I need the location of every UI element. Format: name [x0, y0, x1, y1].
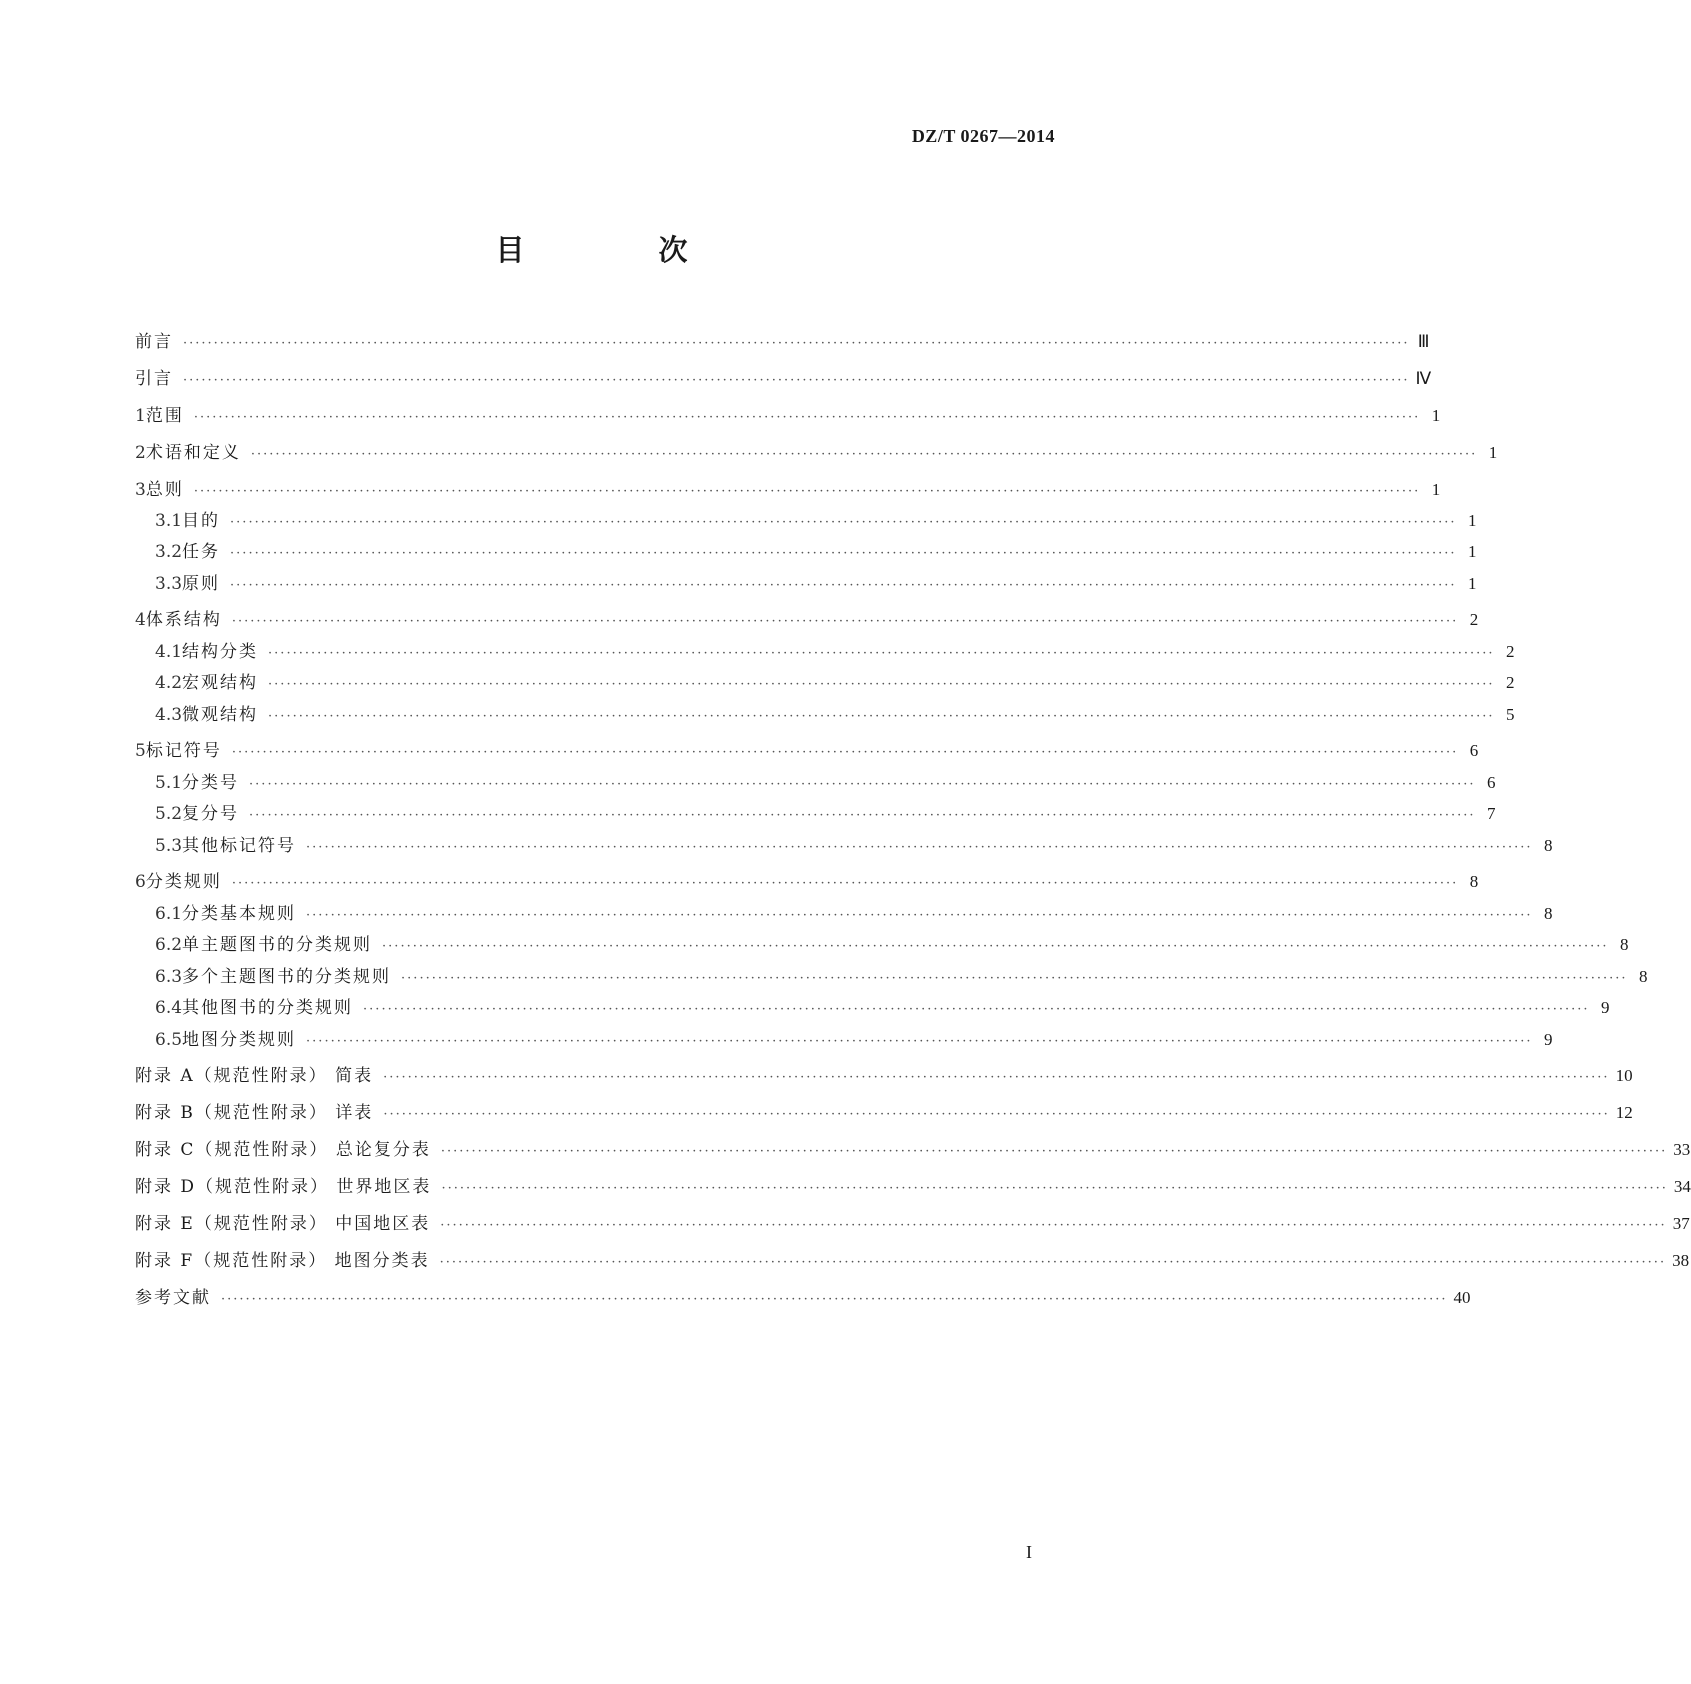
toc-leader: ········································································································································································································ — [268, 646, 1495, 661]
toc-entry-page: 10 — [1615, 1066, 1633, 1085]
toc-entry-number: 4.2 — [155, 673, 183, 693]
toc-leader: ········································································································································································································ — [306, 1034, 1533, 1049]
toc-entry-page: 1 — [1468, 511, 1477, 530]
toc-entry-appendix-a[interactable] — [135, 1064, 1633, 1088]
toc-entry-label: 分类规则 — [145, 872, 222, 892]
toc-entry-label: 附录 D（规范性附录） 世界地区表 — [135, 1177, 432, 1197]
toc-leader: ········································································································································································································ — [183, 336, 1410, 351]
toc-entry-label: 结构分类 — [182, 642, 259, 662]
toc-leader: ········································································································································································································ — [183, 373, 1410, 388]
toc-entry-appendix-e[interactable] — [135, 1212, 1690, 1236]
toc-entry-label: 体系结构 — [145, 610, 222, 630]
toc-entry-number: 4.3 — [155, 705, 183, 725]
toc-entry-page: 1 — [1468, 542, 1477, 561]
toc-entry-section-2[interactable] — [135, 441, 1498, 465]
toc-entry-number: 6.3 — [155, 967, 183, 987]
toc-leader: ········································································································································································································ — [249, 777, 1476, 792]
toc-entry-number: 6 — [135, 872, 146, 892]
toc-entry-number: 3.3 — [155, 574, 183, 594]
toc-entry-label: 标记符号 — [145, 741, 222, 761]
toc-entry-page: 5 — [1506, 705, 1515, 724]
toc-entry-section-4-1[interactable] — [155, 640, 1515, 664]
toc-entry-label: 范围 — [145, 406, 184, 426]
toc-entry-number: 3.1 — [155, 511, 183, 531]
standard-code: DZ/T 0267—2014 — [911, 126, 1055, 146]
toc-entry-label: 附录 F（规范性附录） 地图分类表 — [135, 1251, 430, 1271]
toc-entry-label: 其他图书的分类规则 — [182, 998, 354, 1018]
toc-leader: ········································································································································································································ — [383, 1070, 1610, 1085]
toc-entry-number: 5 — [135, 741, 146, 761]
toc-entry-label: 附录 C（规范性附录） 总论复分表 — [135, 1140, 431, 1160]
toc-entry-page: 1 — [1431, 480, 1441, 499]
toc-entry-page: 8 — [1544, 836, 1553, 855]
toc-entry-number: 5.1 — [155, 773, 183, 793]
toc-entry-label: 原则 — [182, 574, 221, 594]
toc-entry-number: 3.2 — [155, 542, 183, 562]
toc-entry-page: Ⅲ — [1417, 332, 1430, 351]
toc-entry-section-5-2[interactable] — [155, 802, 1496, 826]
toc-entry-label: 前言 — [135, 332, 173, 352]
toc-entry-label: 微观结构 — [182, 705, 259, 725]
toc-entry-page: 34 — [1673, 1177, 1691, 1196]
toc-entry-section-5-1[interactable] — [155, 771, 1496, 795]
toc-entry-section-6-5[interactable] — [155, 1028, 1553, 1052]
toc-entry-number: 4.1 — [155, 642, 183, 662]
toc-entry-label: 引言 — [135, 369, 173, 389]
toc-entry-label: 参考文献 — [135, 1288, 211, 1308]
toc-entry-appendix-f[interactable] — [135, 1249, 1690, 1273]
toc-entry-page: 1 — [1431, 406, 1441, 425]
toc-entry-page: 8 — [1639, 967, 1648, 986]
toc-entry-section-4-3[interactable] — [155, 703, 1515, 727]
toc-entry-section-3-1[interactable] — [155, 509, 1477, 533]
toc-leader: ········································································································································································································ — [231, 745, 1459, 760]
toc-entry-label: 地图分类规则 — [182, 1030, 297, 1050]
toc-entry-appendix-b[interactable] — [135, 1101, 1633, 1125]
toc-entry-label: 目的 — [182, 511, 221, 531]
toc-entry-section-6-1[interactable] — [155, 902, 1553, 926]
toc-entry-number: 6.5 — [155, 1030, 183, 1050]
toc-entry-section-6-3[interactable] — [155, 965, 1648, 989]
toc-entry-section-3-3[interactable] — [155, 572, 1477, 596]
toc-entry-appendix-d[interactable] — [135, 1175, 1691, 1199]
toc-entry-label: 分类基本规则 — [182, 904, 297, 924]
toc-leader: ········································································································································································································ — [306, 840, 1533, 855]
toc-leader: ········································································································································································································ — [382, 939, 1609, 954]
toc-entry-page: 40 — [1453, 1288, 1471, 1307]
toc-entry-section-5[interactable] — [135, 739, 1479, 763]
toc-entry-section-4-2[interactable] — [155, 671, 1515, 695]
toc-leader: ········································································································································································································ — [193, 484, 1421, 499]
toc-entry-label: 分类号 — [182, 773, 240, 793]
toc-leader: ········································································································································································································ — [440, 1218, 1667, 1233]
toc-entry-page: 8 — [1620, 935, 1629, 954]
toc-entry-page: 12 — [1615, 1103, 1633, 1122]
toc-entry-section-6-4[interactable] — [155, 996, 1610, 1020]
toc-entry-number: 6.1 — [155, 904, 183, 924]
toc-leader: ········································································································································································································ — [193, 410, 1421, 425]
toc-entry-number: 3 — [135, 480, 146, 500]
toc-entry-label: 附录 E（规范性附录） 中国地区表 — [135, 1214, 431, 1234]
toc-entry-label: 其他标记符号 — [182, 836, 297, 856]
toc-leader: ········································································································································································································ — [249, 808, 1476, 823]
toc-entry-number: 6.2 — [155, 935, 183, 955]
toc-entry-page: 6 — [1469, 741, 1479, 760]
toc-entry-section-4[interactable] — [135, 608, 1479, 632]
toc-leader: ········································································································································································································ — [221, 1292, 1448, 1307]
toc-entry-page: 33 — [1673, 1140, 1691, 1159]
toc-leader: ········································································································································································································ — [439, 1255, 1667, 1270]
toc-entry-section-6[interactable] — [135, 870, 1479, 894]
toc-entry-label: 术语和定义 — [145, 443, 241, 463]
toc-entry-section-3-2[interactable] — [155, 540, 1477, 564]
toc-entry-label: 宏观结构 — [182, 673, 259, 693]
toc-entry-label: 任务 — [182, 542, 221, 562]
toc-entry-page: 9 — [1601, 998, 1610, 1017]
toc-entry-section-5-3[interactable] — [155, 834, 1553, 858]
toc-entry-page: 37 — [1672, 1214, 1690, 1233]
toc-entry-number: 1 — [135, 406, 146, 426]
toc-entry-page: 8 — [1469, 872, 1479, 891]
toc-entry-label: 复分号 — [182, 804, 240, 824]
toc-entry-label: 附录 B（规范性附录） 详表 — [135, 1103, 374, 1123]
page-title: 目 次 — [495, 233, 750, 267]
toc-leader: ········································································································································································································ — [230, 578, 1457, 593]
toc-entry-section-1[interactable] — [135, 404, 1441, 428]
toc-leader: ········································································································································································································ — [230, 515, 1457, 530]
toc-leader: ········································································································································································································ — [363, 1002, 1590, 1017]
toc-entry-appendix-c[interactable] — [135, 1138, 1691, 1162]
toc-entry-page: 1 — [1488, 443, 1498, 462]
toc-entry-page: 38 — [1672, 1251, 1690, 1270]
toc-leader: ········································································································································································································ — [250, 447, 1478, 462]
toc-leader: ········································································································································································································ — [231, 876, 1459, 891]
toc-entry-number: 4 — [135, 610, 146, 630]
toc-leader: ········································································································································································································ — [231, 614, 1459, 629]
toc-entry-label: 多个主题图书的分类规则 — [182, 967, 392, 987]
toc-leader: ········································································································································································································ — [230, 546, 1457, 561]
toc-leader: ········································································································································································································ — [268, 709, 1495, 724]
toc-leader: ········································································································································································································ — [268, 677, 1495, 692]
toc-entry-page: 2 — [1506, 642, 1515, 661]
toc-leader: ········································································································································································································ — [441, 1181, 1668, 1196]
toc-entry-page: 9 — [1544, 1030, 1553, 1049]
toc-entry-label: 单主题图书的分类规则 — [182, 935, 373, 955]
toc-entry-foreword[interactable] — [135, 330, 1430, 354]
toc-entry-page: 2 — [1506, 673, 1515, 692]
toc-entry-number: 5.3 — [155, 836, 183, 856]
toc-entry-introduction[interactable] — [135, 367, 1432, 391]
toc-entry-label: 总则 — [145, 480, 184, 500]
toc-entry-page: 1 — [1468, 574, 1477, 593]
toc-entry-number: 6.4 — [155, 998, 183, 1018]
toc-entry-section-3[interactable] — [135, 478, 1441, 502]
page-number: I — [1026, 1542, 1032, 1562]
toc-entry-label: 附录 A（规范性附录） 简表 — [135, 1066, 374, 1086]
toc-entry-references[interactable] — [135, 1286, 1471, 1310]
toc-entry-number: 2 — [135, 443, 146, 463]
toc-leader: ········································································································································································································ — [383, 1107, 1610, 1122]
toc-entry-page: 8 — [1544, 904, 1553, 923]
toc-entry-page: 6 — [1487, 773, 1496, 792]
toc-leader: ········································································································································································································ — [440, 1144, 1668, 1159]
toc-entry-page: Ⅳ — [1415, 369, 1432, 388]
toc-leader: ········································································································································································································ — [306, 908, 1533, 923]
toc-leader: ········································································································································································································ — [401, 971, 1628, 986]
toc-entry-number: 5.2 — [155, 804, 183, 824]
toc-entry-section-6-2[interactable] — [155, 933, 1629, 957]
toc-entry-page: 7 — [1487, 804, 1496, 823]
toc-entry-page: 2 — [1469, 610, 1479, 629]
